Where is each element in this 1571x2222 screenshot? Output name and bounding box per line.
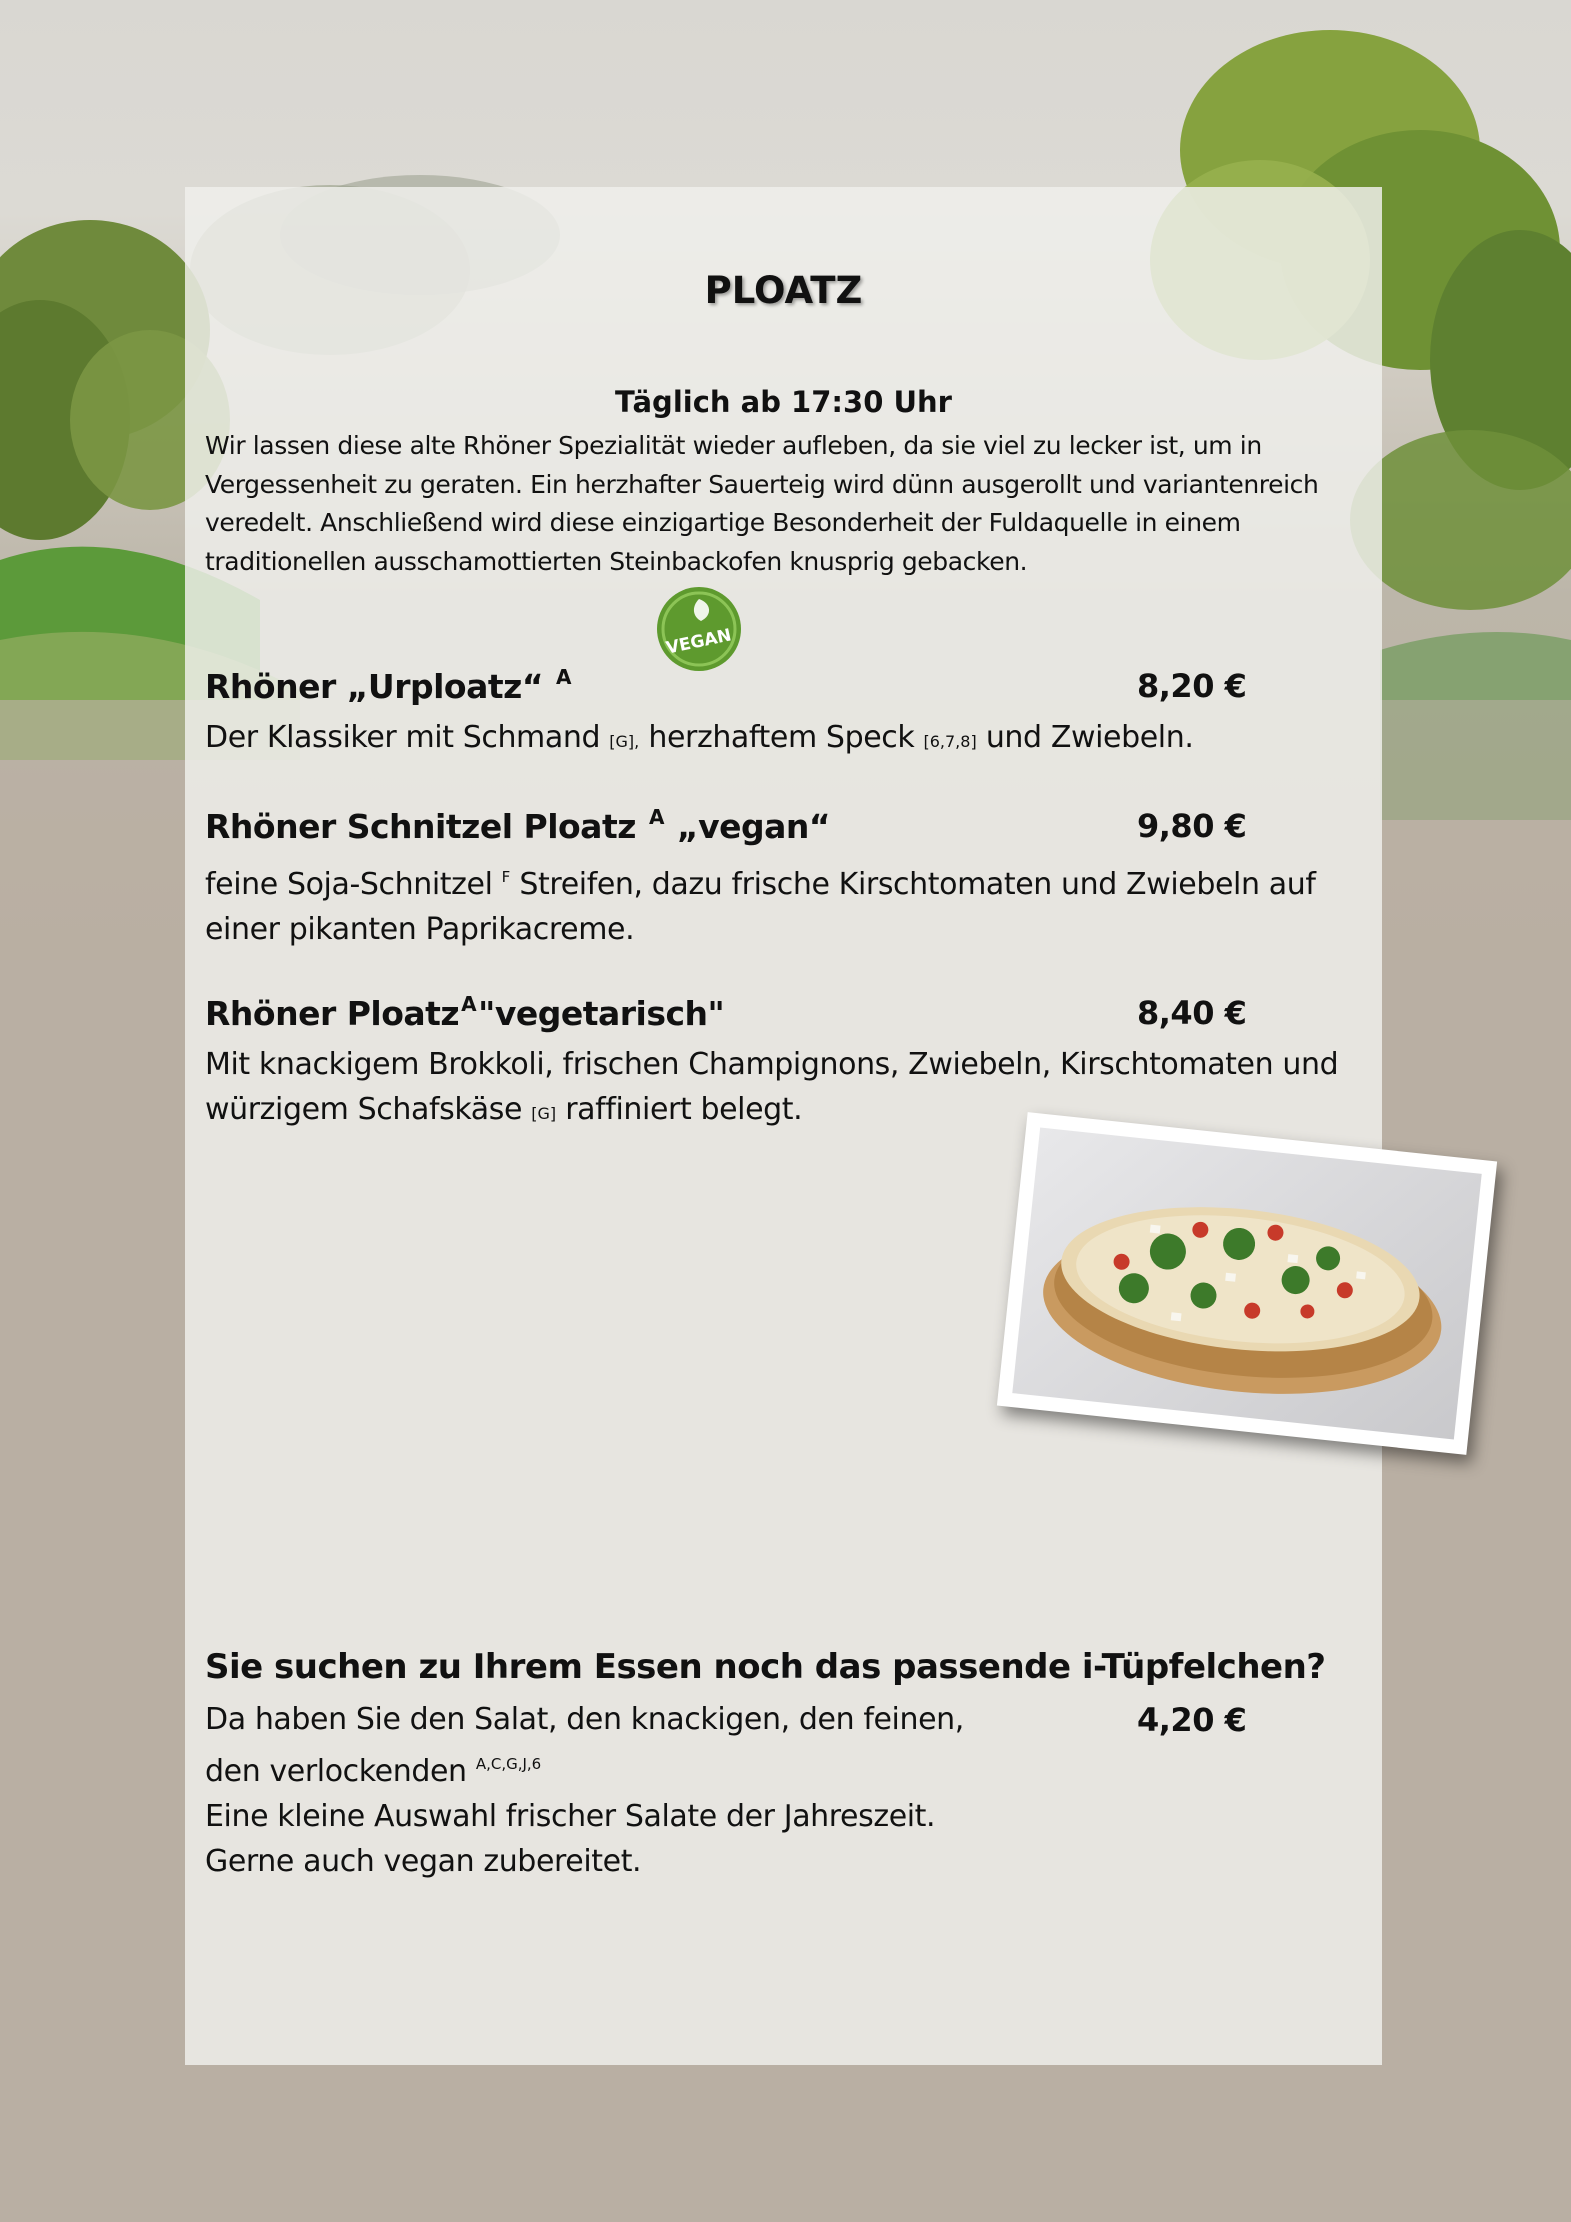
item-urploatz-description: Der Klassiker mit Schmand [G], herzhaftem Speck [6,7,8] und Zwiebeln. (205, 720, 1194, 755)
item-vegetarisch-name: Rhöner Ploatz $^A$"vegetarisch" (205, 992, 725, 1033)
salad-question: Sie suchen zu Ihrem Essen noch das passende i-Tüpfelchen? (205, 1647, 1326, 1687)
svg-text:VEGAN: VEGAN (664, 625, 734, 659)
vegan-badge-icon (655, 585, 743, 673)
item-vegetarisch-description: Mit knackigem Brokkoli, frischen Champignons, Zwiebeln, Kirschtomaten und würzigem Schafskäse [G] raffiniert belegt. (205, 1047, 1339, 1127)
menu-title: PLOATZ (704, 269, 863, 312)
salad-price: 4,20 € (1137, 1701, 1247, 1739)
item-schnitzel-name: Rhöner Schnitzel Ploatz $^A$ „vegan“ (205, 805, 831, 846)
pizza-photo (997, 1112, 1497, 1455)
item-urploatz-name: Rhöner „Urploatz“ $^A$ (205, 665, 572, 706)
item-schnitzel-description: feine Soja-Schnitzel $^F$ Streifen, dazu frische Kirschtomaten und Zwiebeln auf einer pikanten Paprikacreme. (205, 867, 1316, 947)
item-schnitzel-price: 9,80 € (1137, 807, 1247, 845)
menu-subtitle: Täglich ab 17:30 Uhr (615, 385, 952, 419)
menu-panel (185, 187, 1382, 2065)
menu-intro: Wir lassen diese alte Rhöner Spezialität wieder aufleben, da sie viel zu lecker ist, um in Vergessenheit zu geraten. Ein herzhafter Sauerteig wird dünn ausgerollt und variantenreich veredelt. Anschließend wird diese einzigartige Besonderheit der Fuldaquelle in einem traditionellen ausschamottierten Steinbackofen knusprig gebacken. (205, 431, 1319, 576)
item-urploatz-price: 8,20 € (1137, 667, 1247, 705)
salad-description: Da haben Sie den Salat, den knackigen, den feinen, den verlockenden $^{A,C,G,J,6}$ Eine kleine Auswahl frischer Salate der Jahreszeit. Gerne auch vegan zubereitet. (205, 1702, 964, 1879)
item-vegetarisch-price: 8,40 € (1137, 994, 1247, 1032)
